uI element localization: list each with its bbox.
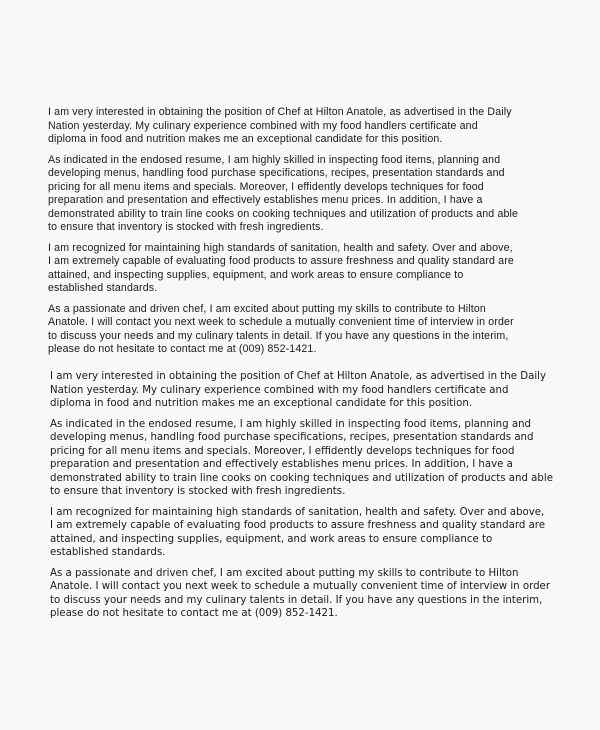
- letter-line: As a passionate and driven chef, I am excited about putting my skills to contribute to Hilton: [50, 567, 519, 579]
- letter-line: developing menus, handling food purchase specifications, recipes, presentation standards and: [48, 167, 505, 179]
- letter-line: diploma in food and nutrition makes me an exceptional candidate for this position.: [50, 398, 473, 409]
- letter-line: I am recognized for maintaining high standards of sanitation, health and safety. Over and above,: [48, 241, 513, 254]
- letter-line: diploma in food and nutrition makes me an exceptional candidate for this position.: [48, 133, 443, 145]
- letter-paragraph: [50, 567, 570, 621]
- letter-paragraph: [50, 370, 570, 411]
- letter-line: demonstrated ability to train line cooks on cooking techniques and utilization of products and able: [50, 472, 553, 484]
- letter-line: demonstrated ability to train line cooks on cooking techniques and utilization of products and able: [48, 207, 519, 220]
- letter-line: I am extremely capable of evaluating food products to assure freshness and quality standard are: [50, 520, 546, 531]
- letter-line: As a passionate and driven chef, I am excited about putting my skills to contribute to Hilton: [48, 302, 486, 315]
- letter-line: to ensure that inventory is stocked with fresh ingredients.: [48, 221, 324, 233]
- letter-line: Nation yesterday. My culinary experience combined with my food handlers certificate and: [50, 384, 509, 396]
- letter-line: established standards.: [50, 547, 166, 558]
- letter-line: I am very interested in obtaining the position of Chef at Hilton Anatole, as advertised in the Daily: [48, 106, 512, 118]
- letter-line: please do not hesitate to contact me at (009) 852-1421.: [48, 343, 317, 355]
- letter-line: please do not hesitate to contact me at (009) 852-1421.: [50, 608, 338, 619]
- letter-line: I am extremely capable of evaluating food products to assure freshness and quality standard are: [48, 255, 514, 267]
- letter-paragraph: [48, 303, 568, 357]
- letter-body-second-copy: [50, 370, 570, 628]
- letter-paragraph: [50, 418, 570, 499]
- letter-paragraph: [48, 154, 568, 235]
- letter-line: to discuss your needs and my culinary talents in detail. If you have any questions in the interim,: [48, 329, 509, 342]
- letter-body-first-copy: [48, 106, 568, 364]
- letter-paragraph: [48, 106, 568, 147]
- letter-line: Anatole. I will contact you next week to schedule a mutually convenient time of interview in order: [50, 581, 551, 592]
- letter-line: Nation yesterday. My culinary experience combined with my food handlers certificate and: [48, 119, 478, 132]
- letter-paragraph: [48, 242, 568, 296]
- letter-line: As indicated in the endosed resume, I am highly skilled in inspecting food items, planning and: [50, 418, 532, 430]
- letter-line: As indicated in the endosed resume, I am highly skilled in inspecting food items, planning and: [48, 153, 501, 166]
- letter-line: attained, and inspecting supplies, equipment, and work areas to ensure compliance to: [50, 533, 493, 545]
- letter-line: Anatole. I will contact you next week to schedule a mutually convenient time of interview in order: [48, 316, 514, 328]
- letter-line: to discuss your needs and my culinary talents in detail. If you have any questions in the interim,: [50, 594, 543, 606]
- letter-paragraph: [50, 506, 570, 560]
- letter-line: developing menus, handling food purchase specifications, recipes, presentation standards and: [50, 432, 534, 443]
- letter-line: to ensure that inventory is stocked with fresh ingredients.: [50, 486, 346, 497]
- letter-line: attained, and inspecting supplies, equipment, and work areas to ensure compliance to: [48, 268, 464, 281]
- letter-line: established standards.: [48, 282, 158, 294]
- letter-line: preparation and presentation and effectively establishes menu prices. In addition, I have a: [48, 194, 483, 206]
- letter-line: I am very interested in obtaining the position of Chef at Hilton Anatole, as advertised in the Daily: [50, 371, 547, 382]
- letter-line: pricing for all menu items and specials. Moreover, I effidently develops techniques for food: [48, 180, 484, 193]
- letter-line: I am recognized for maintaining high standards of sanitation, health and safety. Over and above,: [50, 506, 545, 518]
- letter-line: pricing for all menu items and specials. Moreover, I effidently develops techniques for food: [50, 445, 515, 457]
- letter-line: preparation and presentation and effectively establishes menu prices. In addition, I have a: [50, 459, 513, 470]
